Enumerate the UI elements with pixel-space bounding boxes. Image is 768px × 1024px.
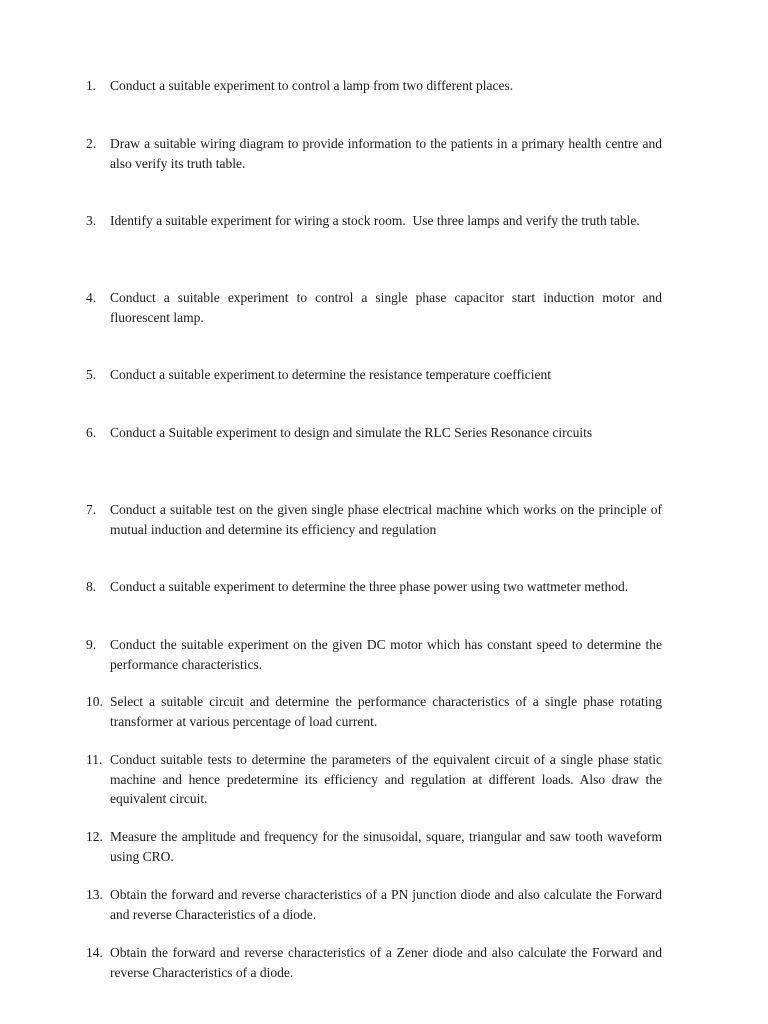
item-text: Conduct a suitable experiment to determine the three phase power using two wattmeter method. [110, 579, 629, 594]
item-number: 14. [86, 945, 103, 960]
item-text: Conduct a suitable experiment to determine the resistance temperature coefficient [110, 367, 551, 382]
list-item [86, 288, 662, 327]
list-item [86, 577, 662, 597]
item-text: Conduct a suitable experiment to control a lamp from two different places. [110, 78, 514, 93]
list-item [86, 365, 662, 385]
item-number: 4. [86, 290, 97, 305]
item-text: Conduct a Suitable experiment to design and simulate the RLC Series Resonance circuits [110, 425, 593, 440]
item-text: Obtain the forward and reverse characteristics of a Zener diode and also calculate the Forward and reverse Characteristics of a diode. [110, 945, 662, 980]
item-text: Conduct the suitable experiment on the given DC motor which has constant speed to determine the performance characteristics. [110, 637, 662, 672]
item-text: Draw a suitable wiring diagram to provide information to the patients in a primary health centre and also verify its truth table. [110, 136, 662, 171]
item-number: 13. [86, 887, 103, 902]
list-item [86, 76, 662, 96]
item-number: 9. [86, 637, 97, 652]
item-text: Conduct suitable tests to determine the parameters of the equivalent circuit of a single phase static machine and hence predetermine its efficiency and regulation at different loads. Also draw the equivalent circuit. [110, 752, 662, 806]
item-number: 5. [86, 367, 97, 382]
list-item [86, 134, 662, 173]
item-number: 11. [86, 752, 103, 767]
item-number: 1. [86, 78, 97, 93]
item-text: Conduct a suitable test on the given single phase electrical machine which works on the principle of mutual induction and determine its efficiency and regulation [110, 502, 662, 537]
item-number: 10. [86, 694, 103, 709]
item-text: Identify a suitable experiment for wiring a stock room. Use three lamps and verify the truth table. [110, 213, 640, 228]
list-item [86, 827, 662, 866]
item-text: Obtain the forward and reverse characteristics of a PN junction diode and also calculate the Forward and reverse Characteristics of a diode. [110, 887, 662, 922]
list-item [86, 635, 662, 674]
list-item [86, 943, 662, 982]
item-number: 12. [86, 829, 103, 844]
item-number: 8. [86, 579, 97, 594]
item-text: Measure the amplitude and frequency for the sinusoidal, square, triangular and saw tooth waveform using CRO. [110, 829, 662, 864]
list-item [86, 750, 662, 809]
item-number: 3. [86, 213, 97, 228]
item-number: 6. [86, 425, 97, 440]
list-item [86, 211, 662, 231]
item-text: Select a suitable circuit and determine the performance characteristics of a single phase rotating transformer at various percentage of load current. [110, 694, 662, 729]
list-item [86, 423, 662, 443]
item-number: 2. [86, 136, 97, 151]
list-item [86, 692, 662, 731]
item-number: 7. [86, 502, 97, 517]
item-text: Conduct a suitable experiment to control a single phase capacitor start induction motor and fluorescent lamp. [110, 290, 662, 325]
list-item [86, 885, 662, 924]
list-item [86, 500, 662, 539]
